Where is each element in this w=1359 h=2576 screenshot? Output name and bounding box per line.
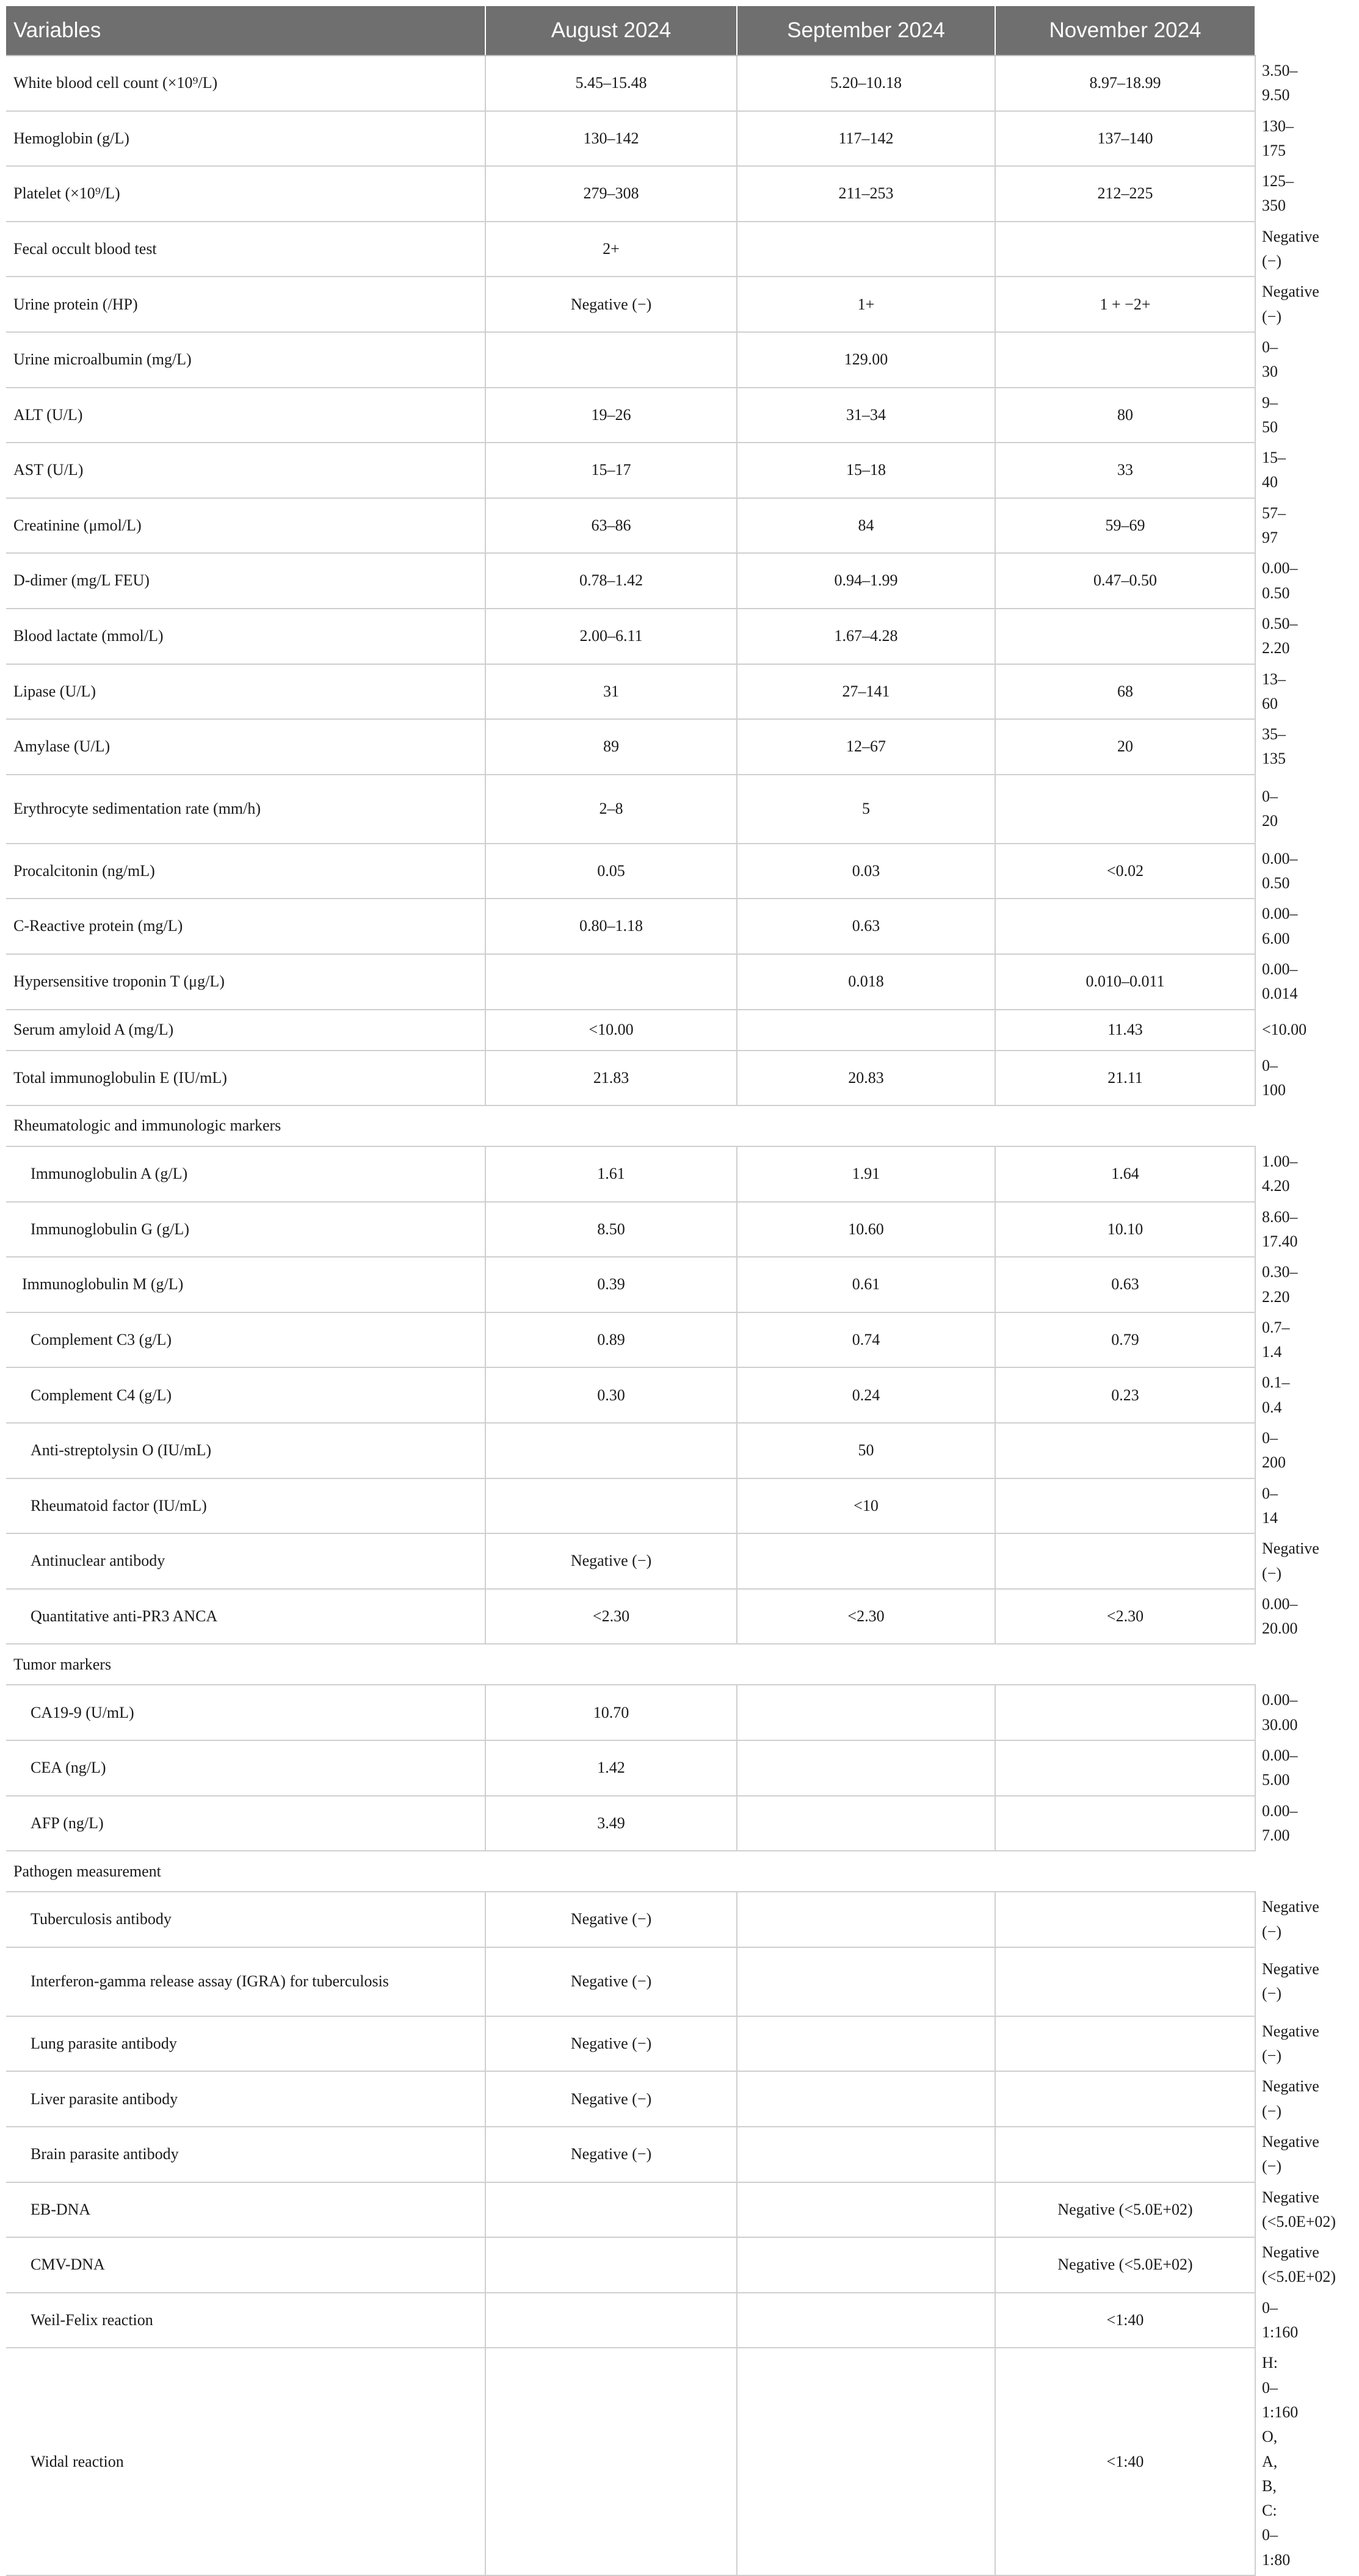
variable-cell: CMV-DNA xyxy=(6,2237,485,2293)
august-cell: 10.70 xyxy=(485,1685,737,1740)
table-row: Antinuclear antibody Negative (−) Negative (−) xyxy=(6,1533,1255,1589)
november-cell xyxy=(995,1685,1255,1740)
november-cell xyxy=(995,1533,1255,1589)
november-cell xyxy=(995,2127,1255,2182)
variable-cell: Blood lactate (mmol/L) xyxy=(6,609,485,664)
table-row: Erythrocyte sedimentation rate (mm/h) 2–8 5 0–20 xyxy=(6,775,1255,844)
november-cell xyxy=(995,1423,1255,1478)
september-cell xyxy=(737,1892,995,1947)
september-cell xyxy=(737,1947,995,2016)
november-cell: <1:40 xyxy=(995,2348,1255,2575)
november-cell: 212–225 xyxy=(995,166,1255,222)
section-row xyxy=(6,1644,1255,1685)
august-cell: 8.50 xyxy=(485,1202,737,1257)
august-cell: 130–142 xyxy=(485,111,737,167)
variable-cell: Hypersensitive troponin T (μg/L) xyxy=(6,954,485,1010)
september-cell: <10 xyxy=(737,1478,995,1534)
table-row: Lipase (U/L) 31 27–141 68 13–60 xyxy=(6,664,1255,720)
august-cell: 0.78–1.42 xyxy=(485,553,737,609)
variable-cell: Total immunoglobulin E (IU/mL) xyxy=(6,1051,485,1106)
november-cell: 0.63 xyxy=(995,1257,1255,1312)
november-cell: 8.97–18.99 xyxy=(995,56,1255,111)
september-cell: 0.24 xyxy=(737,1367,995,1423)
table-row: CEA (ng/L) 1.42 0.00–5.00 xyxy=(6,1740,1255,1796)
august-cell: Negative (−) xyxy=(485,2016,737,2072)
table-row: Platelet (×10⁹/L) 279–308 211–253 212–225 125–350 xyxy=(6,166,1255,222)
september-cell: 0.61 xyxy=(737,1257,995,1312)
table-row: Tuberculosis antibody Negative (−) Negative (−) xyxy=(6,1892,1255,1947)
august-cell: Negative (−) xyxy=(485,1892,737,1947)
november-cell: 137–140 xyxy=(995,111,1255,167)
november-cell: <1:40 xyxy=(995,2293,1255,2348)
variable-cell: CEA (ng/L) xyxy=(6,1740,485,1796)
august-cell: 19–26 xyxy=(485,388,737,443)
november-cell: 1 + −2+ xyxy=(995,277,1255,332)
august-cell: 0.89 xyxy=(485,1312,737,1368)
table-row: Creatinine (μmol/L) 63–86 84 59–69 57–97 xyxy=(6,498,1255,554)
table-row: Amylase (U/L) 89 12–67 20 35–135 xyxy=(6,719,1255,775)
september-cell xyxy=(737,2182,995,2238)
august-cell: <2.30 xyxy=(485,1589,737,1644)
november-cell xyxy=(995,2016,1255,2072)
table-row: Hemoglobin (g/L) 130–142 117–142 137–140 130–175 xyxy=(6,111,1255,167)
table-row: AFP (ng/L) 3.49 0.00–7.00 xyxy=(6,1796,1255,1851)
section-row xyxy=(6,1105,1255,1146)
august-cell: Negative (−) xyxy=(485,2127,737,2182)
august-cell: Negative (−) xyxy=(485,1533,737,1589)
variable-cell: CA19-9 (U/mL) xyxy=(6,1685,485,1740)
table-row: Urine microalbumin (mg/L) 129.00 0–30 xyxy=(6,332,1255,388)
variable-cell: Immunoglobulin M (g/L) xyxy=(6,1257,485,1312)
header-row: Variables August 2024 September 2024 November 2024 Reference range xyxy=(6,6,1255,56)
header-august-2024: August 2024 xyxy=(485,6,737,56)
table-row: Complement C4 (g/L) 0.30 0.24 0.23 0.1–0.4 xyxy=(6,1367,1255,1423)
november-cell xyxy=(995,1796,1255,1851)
variable-cell: Immunoglobulin G (g/L) xyxy=(6,1202,485,1257)
variable-cell: Urine microalbumin (mg/L) xyxy=(6,332,485,388)
variable-cell: C-Reactive protein (mg/L) xyxy=(6,899,485,954)
variable-cell: Anti-streptolysin O (IU/mL) xyxy=(6,1423,485,1478)
august-cell: 2–8 xyxy=(485,775,737,844)
table-row: Procalcitonin (ng/mL) 0.05 0.03 <0.02 0.00–0.50 xyxy=(6,844,1255,899)
september-cell: 31–34 xyxy=(737,388,995,443)
september-cell: 1+ xyxy=(737,277,995,332)
table-row: CMV-DNA Negative (<5.0E+02) Negative (<5.0E+02) xyxy=(6,2237,1255,2293)
august-cell: 2.00–6.11 xyxy=(485,609,737,664)
august-cell: 63–86 xyxy=(485,498,737,554)
november-cell xyxy=(995,1892,1255,1947)
november-cell xyxy=(995,609,1255,664)
variable-cell: White blood cell count (×10⁹/L) xyxy=(6,56,485,111)
september-cell: 20.83 xyxy=(737,1051,995,1106)
september-cell xyxy=(737,2293,995,2348)
variable-cell: Hemoglobin (g/L) xyxy=(6,111,485,167)
table-row: Interferon-gamma release assay (IGRA) for tuberculosis Negative (−) Negative (−) xyxy=(6,1947,1255,2016)
august-cell: 31 xyxy=(485,664,737,720)
table-row: Quantitative anti-PR3 ANCA <2.30 <2.30 <2.30 0.00–20.00 xyxy=(6,1589,1255,1644)
september-cell: 0.94–1.99 xyxy=(737,553,995,609)
variable-cell: AFP (ng/L) xyxy=(6,1796,485,1851)
variable-cell: Erythrocyte sedimentation rate (mm/h) xyxy=(6,775,485,844)
section-row xyxy=(6,1851,1255,1892)
september-cell: 1.67–4.28 xyxy=(737,609,995,664)
september-cell: 1.91 xyxy=(737,1146,995,1202)
section-title: Pathogen measurement xyxy=(6,1851,1255,1892)
august-cell: 5.45–15.48 xyxy=(485,56,737,111)
november-cell: <0.02 xyxy=(995,844,1255,899)
header-variables: Variables xyxy=(6,6,485,56)
table-row: Total immunoglobulin E (IU/mL) 21.83 20.83 21.11 0–100 xyxy=(6,1051,1255,1106)
september-cell: 10.60 xyxy=(737,1202,995,1257)
august-cell: 0.39 xyxy=(485,1257,737,1312)
variable-cell: Brain parasite antibody xyxy=(6,2127,485,2182)
september-cell xyxy=(737,2071,995,2127)
august-cell: Negative (−) xyxy=(485,2071,737,2127)
table-row: AST (U/L) 15–17 15–18 33 15–40 xyxy=(6,443,1255,498)
august-cell: 2+ xyxy=(485,222,737,277)
august-cell: 1.61 xyxy=(485,1146,737,1202)
november-cell xyxy=(995,1478,1255,1534)
lab-results-table xyxy=(6,6,1359,2576)
variable-cell: Lung parasite antibody xyxy=(6,2016,485,2072)
variable-cell: EB-DNA xyxy=(6,2182,485,2238)
september-cell: 211–253 xyxy=(737,166,995,222)
september-cell xyxy=(737,1740,995,1796)
table-row: C-Reactive protein (mg/L) 0.80–1.18 0.63 0.00–6.00 xyxy=(6,899,1255,954)
variable-cell: Amylase (U/L) xyxy=(6,719,485,775)
november-cell: 0.79 xyxy=(995,1312,1255,1368)
september-cell: 27–141 xyxy=(737,664,995,720)
august-cell: 3.49 xyxy=(485,1796,737,1851)
variable-cell: Immunoglobulin A (g/L) xyxy=(6,1146,485,1202)
table-row: D-dimer (mg/L FEU) 0.78–1.42 0.94–1.99 0.47–0.50 0.00–0.50 xyxy=(6,553,1255,609)
august-cell: Negative (−) xyxy=(485,277,737,332)
variable-cell: ALT (U/L) xyxy=(6,388,485,443)
august-cell xyxy=(485,2237,737,2293)
table-row: Immunoglobulin G (g/L) 8.50 10.60 10.10 8.60–17.40 xyxy=(6,1202,1255,1257)
variable-cell: Urine protein (/HP) xyxy=(6,277,485,332)
table-body xyxy=(6,56,1336,2575)
section-title: Tumor markers xyxy=(6,1644,1255,1685)
variable-cell: Platelet (×10⁹/L) xyxy=(6,166,485,222)
november-cell: 80 xyxy=(995,388,1255,443)
august-cell: 15–17 xyxy=(485,443,737,498)
variable-cell: Complement C3 (g/L) xyxy=(6,1312,485,1368)
variable-cell: Lipase (U/L) xyxy=(6,664,485,720)
table-header xyxy=(6,6,1359,56)
september-cell: 12–67 xyxy=(737,719,995,775)
september-cell: 0.74 xyxy=(737,1312,995,1368)
november-cell: 0.010–0.011 xyxy=(995,954,1255,1010)
table-row: Urine protein (/HP) Negative (−) 1+ 1 + −2+ Negative (−) xyxy=(6,277,1255,332)
table-row: Immunoglobulin A (g/L) 1.61 1.91 1.64 1.00–4.20 xyxy=(6,1146,1255,1202)
variable-cell: Tuberculosis antibody xyxy=(6,1892,485,1947)
august-cell: 1.42 xyxy=(485,1740,737,1796)
table-row: Rheumatoid factor (IU/mL) <10 0–14 xyxy=(6,1478,1255,1534)
august-cell: 279–308 xyxy=(485,166,737,222)
table-row: Weil-Felix reaction <1:40 0–1:160 xyxy=(6,2293,1255,2348)
november-cell xyxy=(995,899,1255,954)
november-cell: 10.10 xyxy=(995,1202,1255,1257)
variable-cell: D-dimer (mg/L FEU) xyxy=(6,553,485,609)
variable-cell: Complement C4 (g/L) xyxy=(6,1367,485,1423)
table-row: Blood lactate (mmol/L) 2.00–6.11 1.67–4.28 0.50–2.20 xyxy=(6,609,1255,664)
table-row: Fecal occult blood test 2+ Negative (−) xyxy=(6,222,1255,277)
august-cell xyxy=(485,954,737,1010)
table-row: Immunoglobulin M (g/L) 0.39 0.61 0.63 0.30–2.20 xyxy=(6,1257,1255,1312)
august-cell xyxy=(485,1478,737,1534)
variable-cell: Widal reaction xyxy=(6,2348,485,2575)
november-cell: 68 xyxy=(995,664,1255,720)
table-row: Serum amyloid A (mg/L) <10.00 11.43 <10.00 xyxy=(6,1010,1255,1051)
september-cell: 129.00 xyxy=(737,332,995,388)
september-cell: 84 xyxy=(737,498,995,554)
september-cell: 50 xyxy=(737,1423,995,1478)
variable-cell: Quantitative anti-PR3 ANCA xyxy=(6,1589,485,1644)
november-cell xyxy=(995,1947,1255,2016)
november-cell: 20 xyxy=(995,719,1255,775)
table-row: CA19-9 (U/mL) 10.70 0.00–30.00 xyxy=(6,1685,1255,1740)
table-row: EB-DNA Negative (<5.0E+02) Negative (<5.0E+02) xyxy=(6,2182,1255,2238)
september-cell: 5 xyxy=(737,775,995,844)
november-cell xyxy=(995,222,1255,277)
august-cell xyxy=(485,2293,737,2348)
header-november-2024: November 2024 xyxy=(995,6,1255,56)
august-cell: 0.30 xyxy=(485,1367,737,1423)
november-cell xyxy=(995,2071,1255,2127)
august-cell: 89 xyxy=(485,719,737,775)
august-cell xyxy=(485,2182,737,2238)
september-cell: 15–18 xyxy=(737,443,995,498)
table-row: Liver parasite antibody Negative (−) Negative (−) xyxy=(6,2071,1255,2127)
september-cell xyxy=(737,2127,995,2182)
header-september-2024: September 2024 xyxy=(737,6,995,56)
september-cell: 0.018 xyxy=(737,954,995,1010)
table-row: Brain parasite antibody Negative (−) Negative (−) xyxy=(6,2127,1255,2182)
august-cell: Negative (−) xyxy=(485,1947,737,2016)
variable-cell: Fecal occult blood test xyxy=(6,222,485,277)
november-cell: 21.11 xyxy=(995,1051,1255,1106)
variable-cell: Interferon-gamma release assay (IGRA) for tuberculosis xyxy=(6,1947,485,2016)
november-cell: 59–69 xyxy=(995,498,1255,554)
september-cell: <2.30 xyxy=(737,1589,995,1644)
november-cell xyxy=(995,775,1255,844)
september-cell xyxy=(737,2237,995,2293)
november-cell: 1.64 xyxy=(995,1146,1255,1202)
september-cell xyxy=(737,1796,995,1851)
september-cell xyxy=(737,222,995,277)
august-cell: 0.80–1.18 xyxy=(485,899,737,954)
september-cell xyxy=(737,2016,995,2072)
september-cell xyxy=(737,2348,995,2575)
variable-cell: AST (U/L) xyxy=(6,443,485,498)
table-row: ALT (U/L) 19–26 31–34 80 9–50 xyxy=(6,388,1255,443)
august-cell xyxy=(485,1423,737,1478)
september-cell xyxy=(737,1010,995,1051)
september-cell: 0.63 xyxy=(737,899,995,954)
november-cell: 0.23 xyxy=(995,1367,1255,1423)
variable-cell: Weil-Felix reaction xyxy=(6,2293,485,2348)
table-row: Lung parasite antibody Negative (−) Negative (−) xyxy=(6,2016,1255,2072)
table-row: Hypersensitive troponin T (μg/L) 0.018 0.010–0.011 0.00–0.014 xyxy=(6,954,1255,1010)
november-cell: 33 xyxy=(995,443,1255,498)
section-title: Rheumatologic and immunologic markers xyxy=(6,1105,1255,1146)
variable-cell: Creatinine (μmol/L) xyxy=(6,498,485,554)
august-cell: <10.00 xyxy=(485,1010,737,1051)
november-cell: Negative (<5.0E+02) xyxy=(995,2237,1255,2293)
august-cell: 21.83 xyxy=(485,1051,737,1106)
variable-cell: Rheumatoid factor (IU/mL) xyxy=(6,1478,485,1534)
november-cell: <2.30 xyxy=(995,1589,1255,1644)
table-row: Widal reaction <1:40 H: 0–1:160 O, A, B, C: 0–1:80 xyxy=(6,2348,1255,2575)
august-cell xyxy=(485,332,737,388)
september-cell: 117–142 xyxy=(737,111,995,167)
table-row: Anti-streptolysin O (IU/mL) 50 0–200 xyxy=(6,1423,1255,1478)
november-cell: Negative (<5.0E+02) xyxy=(995,2182,1255,2238)
september-cell: 0.03 xyxy=(737,844,995,899)
variable-cell: Antinuclear antibody xyxy=(6,1533,485,1589)
november-cell xyxy=(995,1740,1255,1796)
table-row: Complement C3 (g/L) 0.89 0.74 0.79 0.7–1.4 xyxy=(6,1312,1255,1368)
september-cell: 5.20–10.18 xyxy=(737,56,995,111)
november-cell: 0.47–0.50 xyxy=(995,553,1255,609)
august-cell: 0.05 xyxy=(485,844,737,899)
november-cell xyxy=(995,332,1255,388)
variable-cell: Serum amyloid A (mg/L) xyxy=(6,1010,485,1051)
table-row: White blood cell count (×10⁹/L) 5.45–15.48 5.20–10.18 8.97–18.99 3.50–9.50 xyxy=(6,56,1255,111)
variable-cell: Procalcitonin (ng/mL) xyxy=(6,844,485,899)
variable-cell: Liver parasite antibody xyxy=(6,2071,485,2127)
november-cell: 11.43 xyxy=(995,1010,1255,1051)
september-cell xyxy=(737,1533,995,1589)
september-cell xyxy=(737,1685,995,1740)
august-cell xyxy=(485,2348,737,2575)
